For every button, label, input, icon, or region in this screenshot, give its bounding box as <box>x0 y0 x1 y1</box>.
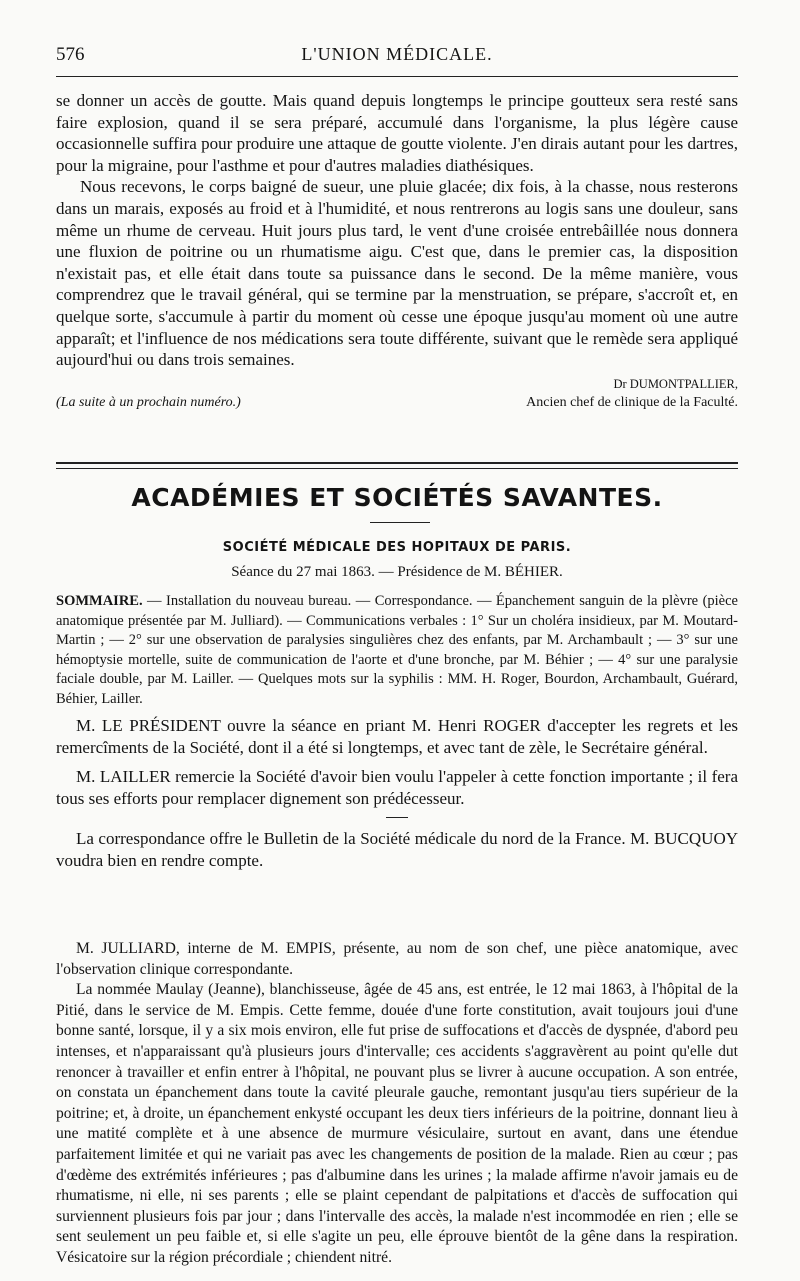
title-rule <box>370 522 430 523</box>
section-title: ACADÉMIES ET SOCIÉTÉS SAVANTES. <box>131 483 663 512</box>
to-be-continued-note: (La suite à un prochain numéro.) <box>56 394 241 410</box>
summary-label: SOMMAIRE. <box>56 593 143 609</box>
header-rule <box>56 76 738 77</box>
continuation-paragraph: se donner un accès de goutte. Mais quand depuis longtemps le principe goutteux sera resté sans faire explosion, quand il se sera préparé, accumulé dans l'organisme, la plus légère cause occasionnelle suffira pour produire une attaque de goutte violente. J'en dirais autant pour les dartres, pour la migraine, pour l'asthme et pour d'autres maladies diathésiques. <box>56 91 738 175</box>
section-divider <box>56 462 738 469</box>
meeting-minutes <box>56 715 738 872</box>
journal-title: L'UNION MÉDICALE. <box>301 44 493 64</box>
clinical-case <box>56 939 738 1269</box>
correspondance-paragraph: La correspondance offre le Bulletin de la Société médicale du nord de la France. M. BUCQUOY voudra bien en rendre compte. <box>56 829 738 870</box>
case-intro: M. JULLIARD, interne de M. EMPIS, présente, au nom de son chef, une pièce anatomique, avec l'observation clinique correspondante. <box>56 940 738 978</box>
signature-row <box>56 393 738 413</box>
author-signature: Dr DUMONTPALLIER, <box>613 376 738 391</box>
author-title: Ancien chef de clinique de la Faculté. <box>526 394 738 410</box>
page-number: 576 <box>56 44 85 65</box>
society-heading: SOCIÉTÉ MÉDICALE DES HOPITAUX DE PARIS. <box>222 540 572 555</box>
running-head <box>56 44 738 74</box>
case-observation: La nommée Maulay (Jeanne), blanchisseuse, âgée de 45 ans, est entrée, le 12 mai 1863, à l'hôpital de la Pitié, dans le service de M. Empis. Cette femme, douée d'une forte constitution, avait toujours joui d'une bonne santé, lorsque, il y a six mois environ, elle fut prise de suffocations et d'accès de dyspnée, d'abord peu intenses, et n'apparaissant qu'à plusieurs jours d'intervalle; ces accidents s'aggravèrent au point qu'elle dut renoncer à travailler et enfin entrer à l'hôpital, ne pouvant plus se livrer à aucune occupation. A son entrée, on constata un épanchement dans toute la cavité pleurale gauche, remontant jusqu'au tiers supérieur de la poitrine; et, à droite, un épanchement enkysté occupant les deux tiers inférieurs de la poitrine, donnant lieu à une matité complète et à une absence de murmure vésiculaire, surtout en avant, dans une étendue parfaitement limitée et qui ne variait pas avec les changements de position de la malade. Rien au cœur ; pas d'œdème des extrémités inférieures ; pas d'albumine dans les urines ; la malade affirme n'avoir jamais eu de rhumatisme, ni elle, ni ses parents ; elle se plaint cependant de palpitations et d'accès de suffocation qui surviennent plusieurs fois par jour ; dans l'intervalle des accès, la malade n'est incommodée en rien ; elle se sent seulement un peu faible et, si elle s'agite un peu, elle éprouve bientôt de la gêne dans la respiration. Vésicatoire sur la région précordiale ; chiendent nitré. <box>56 981 738 1266</box>
paragraph-separator <box>386 817 408 818</box>
summary <box>56 592 738 710</box>
summary-text: — Installation du nouveau bureau. — Correspondance. — Épanchement sanguin de la plèvre (pièce anatomique présentée par M. Julliard). — Communications verbales : 1° Sur un choléra insidieux, par M. Moutard-Martin ; — 2° sur une observation de paralysies singulières chez des enfants, par M. Archambault ; — 3° sur une hémoptysie mortelle, suite de communication de l'aorte et d'une bronche, par M. Béhier ; — 4° sur une paralysie faciale double, par M. Lailler. — Quelques mots sur la syphilis : MM. H. Roger, Bourdon, Archambault, Guérard, Béhier, Lailler. <box>56 593 738 707</box>
president-paragraph: M. LE PRÉSIDENT ouvre la séance en priant M. Henri ROGER d'accepter les regrets et les remercîments de la Société, dont il a été si longtemps, et avec tant de zèle, le Secrétaire général. <box>56 716 738 757</box>
seance-line: Séance du 27 mai 1863. — Présidence de M. BÉHIER. <box>231 564 563 580</box>
lailler-paragraph: M. LAILLER remercie la Société d'avoir bien voulu l'appeler à cette fonction importante ; il fera tous ses efforts pour remplacer dignement son prédécesseur. <box>56 767 738 808</box>
article-continuation <box>56 90 738 413</box>
continuation-paragraph: Nous recevons, le corps baigné de sueur, une pluie glacée; dix fois, à la chasse, nous resterons dans un marais, exposés au froid et à l'humidité, et nous rentrerons au logis sans une douleur, sans même un rhume de cerveau. Huit jours plus tard, le vent d'une croisée entrebâillée nous donnera une fluxion de poitrine ou un rhumatisme aigu. C'est que, dans le premier cas, la disposition n'existait pas, et elle était dans toute sa puissance dans le second. De la même manière, vous comprendrez que le travail général, qui se termine par la menstruation, se prépare, s'accroît et, en quelque sorte, s'accumule à partir du moment où cesse une époque jusqu'au moment où une autre apparaît; et l'influence de nos médications sera toute différente, suivant que le remède sera appliqué aujourd'hui ou dans trois semaines. <box>56 177 738 370</box>
